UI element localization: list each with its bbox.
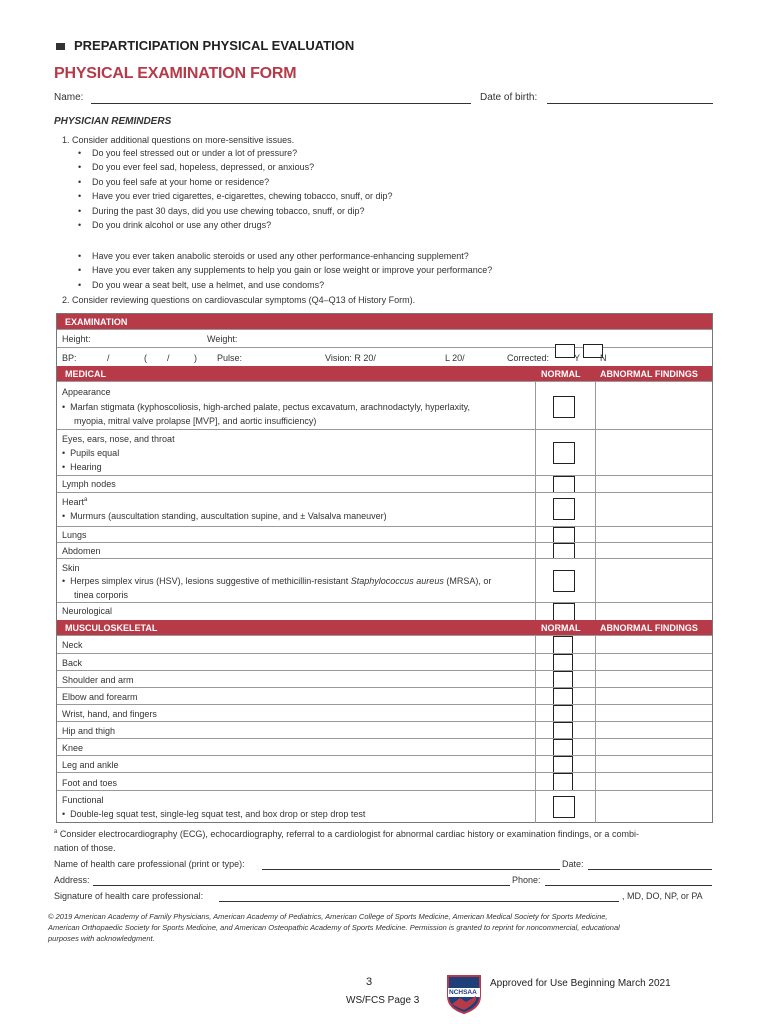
- section-header: [56, 38, 354, 53]
- row-label: Neck: [62, 640, 83, 650]
- row-label: Heart$^a$: [62, 497, 88, 507]
- row-label: Wrist, hand, and fingers: [62, 709, 157, 719]
- examination-table: [56, 313, 713, 823]
- phone-label: Phone:: [512, 875, 541, 885]
- logo-text: NCHSAA: [449, 989, 477, 996]
- date-field[interactable]: [588, 859, 712, 870]
- table-row: [57, 558, 712, 602]
- yes-label: Y: [574, 353, 581, 363]
- row-label: Skin: [62, 563, 80, 573]
- table-row: [57, 772, 712, 790]
- professional-name-field[interactable]: [262, 859, 560, 870]
- normal-checkbox[interactable]: [553, 671, 573, 688]
- normal-checkbox[interactable]: [553, 739, 573, 756]
- row-label: Foot and toes: [62, 778, 118, 788]
- table-row: [57, 635, 712, 653]
- bp-slash: /: [167, 353, 170, 363]
- table-row: [57, 790, 712, 823]
- normal-checkbox[interactable]: [553, 396, 575, 418]
- row-label: Abdomen: [62, 546, 101, 556]
- copyright-line: purposes with acknowledgment.: [48, 934, 155, 943]
- row-label: Eyes, ears, nose, and throat: [62, 434, 175, 444]
- signature-label: Signature of health care professional:: [54, 891, 204, 901]
- row-label: Hip and thigh: [62, 726, 116, 736]
- no-label: N: [600, 353, 607, 363]
- bp-label[interactable]: BP:: [62, 353, 77, 363]
- bp-paren: ): [194, 353, 197, 363]
- address-label: Address:: [54, 875, 90, 885]
- table-row: [57, 381, 712, 429]
- nchsaa-logo: [446, 974, 482, 1014]
- name-field[interactable]: [91, 92, 471, 104]
- height-label[interactable]: Height:: [62, 334, 91, 344]
- bullet-text: • Hearing: [62, 462, 102, 472]
- row-label: Back: [62, 658, 83, 668]
- dob-label: Date of birth:: [480, 92, 538, 103]
- bullet-text: • Pupils equal: [62, 448, 120, 458]
- normal-checkbox[interactable]: [553, 570, 575, 592]
- reminders-title: PHYSICIAN REMINDERS: [54, 116, 172, 127]
- bp-paren: (: [144, 353, 147, 363]
- copyright-line: © 2019 American Academy of Family Physicians, American Academy of Pediatrics, American College of Sports Medicine, American Medical Society for Sports Medicine,: [48, 912, 608, 921]
- row-label: Lymph nodes: [62, 479, 116, 489]
- corrected-yes-checkbox[interactable]: [555, 344, 575, 358]
- professional-name-label: Name of health care professional (print or type):: [54, 859, 245, 869]
- phone-field[interactable]: [545, 875, 712, 886]
- table-row: [57, 475, 712, 492]
- bullet-text: • Marfan stigmata (kyphoscoliosis, high-arched palate, pectus excavatum, arachnodactyly, hyperlaxity,: [62, 402, 471, 412]
- section-title: PREPARTICIPATION PHYSICAL EVALUATION: [74, 38, 355, 53]
- normal-checkbox[interactable]: [553, 498, 575, 520]
- vitals-row: [57, 347, 712, 366]
- normal-checkbox[interactable]: [553, 476, 575, 493]
- table-row: [57, 670, 712, 687]
- normal-checkbox[interactable]: [553, 773, 573, 791]
- address-field[interactable]: [93, 875, 510, 886]
- table-row: [57, 526, 712, 542]
- vision-left-label[interactable]: L 20/: [445, 353, 465, 363]
- reminder-item-2: 2. Consider reviewing questions on cardiovascular symptoms (Q4–Q13 of History Form).: [62, 295, 416, 305]
- examination-header: EXAMINATION: [57, 314, 712, 329]
- row-label: Neurological: [62, 606, 113, 616]
- bullet-text: tinea corporis: [74, 590, 129, 600]
- row-label: Elbow and forearm: [62, 692, 138, 702]
- footnote-line2: nation of those.: [54, 843, 116, 853]
- copyright-line: American Orthopaedic Society for Sports Medicine, and American Osteopathic Academy of Sports Medicine. Permission is granted to reprint for noncommercial, educational: [48, 923, 620, 932]
- normal-checkbox[interactable]: [553, 543, 575, 559]
- normal-checkbox[interactable]: [553, 654, 573, 671]
- credential-suffix: , MD, DO, NP, or PA: [622, 891, 703, 901]
- row-label: Functional: [62, 795, 104, 805]
- table-row: [57, 653, 712, 670]
- table-row: [57, 687, 712, 704]
- pulse-label[interactable]: Pulse:: [217, 353, 243, 363]
- medical-header: MEDICAL NORMAL ABNORMAL FINDINGS: [57, 366, 712, 381]
- table-row: [57, 429, 712, 475]
- row-label: Lungs: [62, 530, 87, 540]
- reminder-item-1: 1. Consider additional questions on more-sensitive issues.: [62, 135, 295, 145]
- corrected-label: Corrected:: [507, 353, 550, 363]
- page-number: 3: [366, 976, 373, 988]
- table-row: [57, 721, 712, 738]
- musculoskeletal-header: MUSCULOSKELETAL NORMAL ABNORMAL FINDINGS: [57, 620, 712, 635]
- normal-checkbox[interactable]: [553, 688, 573, 705]
- row-label: Leg and ankle: [62, 760, 119, 770]
- page-label: WS/FCS Page 3: [346, 995, 420, 1006]
- normal-checkbox[interactable]: [553, 705, 573, 722]
- normal-checkbox[interactable]: [553, 796, 575, 818]
- name-label: Name:: [54, 92, 84, 103]
- row-label: Knee: [62, 743, 84, 753]
- weight-label[interactable]: Weight:: [207, 334, 238, 344]
- approved-text: Approved for Use Beginning March 2021: [490, 978, 671, 989]
- signature-field[interactable]: [219, 891, 619, 902]
- table-row: [57, 704, 712, 721]
- normal-checkbox[interactable]: [553, 756, 573, 773]
- table-row: [57, 492, 712, 526]
- form-title: PHYSICAL EXAMINATION FORM: [54, 65, 297, 82]
- table-row: [57, 542, 712, 558]
- normal-checkbox[interactable]: [553, 603, 575, 621]
- normal-checkbox[interactable]: [553, 636, 573, 654]
- row-label: Appearance: [62, 387, 111, 397]
- table-row: [57, 602, 712, 620]
- bp-slash: /: [107, 353, 110, 363]
- dob-field[interactable]: [547, 92, 713, 104]
- date-label: Date:: [562, 859, 584, 869]
- row-label: Shoulder and arm: [62, 675, 134, 685]
- bullet-text: • Double-leg squat test, single-leg squat test, and box drop or step drop test: [62, 809, 366, 819]
- square-bullet-icon: [56, 43, 65, 50]
- vision-right-label[interactable]: Vision: R 20/: [325, 353, 376, 363]
- normal-checkbox[interactable]: [553, 722, 573, 739]
- bullet-text: • Herpes simplex virus (HSV), lesions suggestive of methicillin-resistant Staphylococcus aureus (MRSA), or: [62, 576, 492, 586]
- height-weight-row: [57, 329, 712, 347]
- table-row: [57, 738, 712, 755]
- bullet-text: • Murmurs (auscultation standing, auscultation supine, and ± Valsalva maneuver): [62, 511, 387, 521]
- normal-checkbox[interactable]: [553, 442, 575, 464]
- footnote: $^a$ Consider electrocardiography (ECG), echocardiography, referral to a cardiologist for abnormal cardiac history or examination findings, or a combi-: [54, 829, 639, 839]
- normal-checkbox[interactable]: [553, 527, 575, 543]
- bullet-text: myopia, mitral valve prolapse [MVP], and aortic insufficiency): [74, 416, 317, 426]
- table-row: [57, 755, 712, 772]
